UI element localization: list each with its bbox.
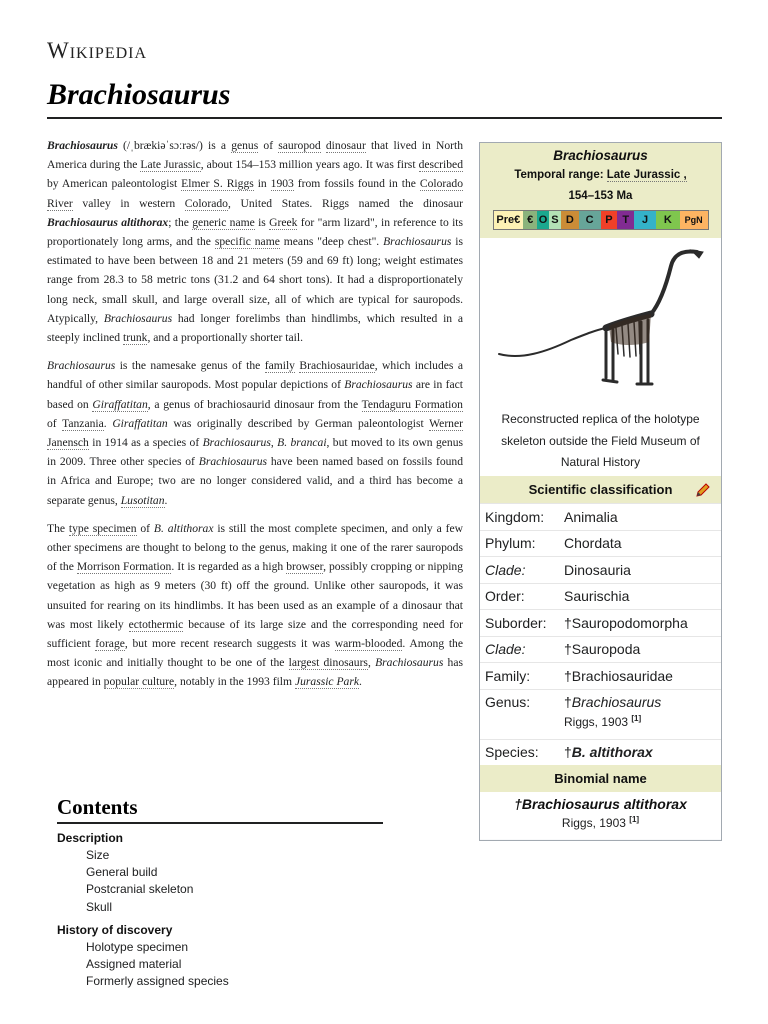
binomial-name-header: Binomial name bbox=[480, 765, 721, 792]
text-run: have been named based on fossils found in Africa and Europe; two are no longer considered valid, and a third has become a separate genus, bbox=[47, 455, 464, 507]
wiki-link[interactable]: Jurassic Park bbox=[294, 675, 360, 689]
italic-term: Giraffatitan bbox=[112, 416, 168, 430]
text-run: is still the most complete specimen, and only a few other specimens are thought to belong to the genus, making it one of the rarer sauropods of the bbox=[47, 521, 463, 574]
wiki-link[interactable]: dinosaur bbox=[325, 139, 366, 152]
taxonomy-rank: Genus: bbox=[485, 693, 531, 710]
scientific-classification-header bbox=[480, 476, 721, 503]
emphasis-term: Brachiosaurus altithorax bbox=[47, 215, 169, 229]
wiki-link[interactable]: ectothermic bbox=[128, 617, 184, 631]
text-run: (/ˌbrækiəˈsɔːrəs/) is a bbox=[117, 139, 232, 152]
toc-section-link[interactable]: Description bbox=[57, 831, 124, 845]
toc-subsection-link[interactable]: General build bbox=[86, 865, 158, 880]
taxonomy-row-species bbox=[480, 739, 721, 766]
wiki-link[interactable]: Late Jurassic bbox=[140, 158, 201, 172]
toc-subsection-link[interactable]: Formerly assigned species bbox=[86, 974, 229, 989]
table-of-contents bbox=[57, 830, 229, 990]
text-run: . bbox=[359, 675, 362, 689]
text-run: , but moved to its own genus in 2009. Three other species of bbox=[47, 436, 463, 469]
binomial-author-text: Riggs, 1903 bbox=[561, 816, 626, 830]
toc-subsection-link[interactable]: Holotype specimen bbox=[86, 939, 189, 954]
timeline-period[interactable]: € bbox=[523, 211, 537, 229]
taxonomy-value[interactable]: Dinosauria bbox=[564, 561, 631, 578]
italic-term: Brachiosaurus bbox=[103, 311, 173, 325]
text-run: by American paleontologist bbox=[47, 177, 182, 191]
wiki-link[interactable]: popular culture bbox=[103, 675, 175, 689]
temporal-range-link[interactable]: Late Jurassic , bbox=[606, 169, 687, 181]
text-run: means "deep chest". bbox=[279, 235, 384, 249]
text-run: , which includes a handful of other similar sauropods. Most popular depictions of bbox=[47, 359, 463, 392]
text-run: , about 154–153 million years ago. It was first bbox=[200, 158, 419, 172]
text-run: . Among the most iconic and initially thought to be one of the bbox=[47, 637, 463, 670]
contents-divider bbox=[57, 822, 383, 824]
binomial-name bbox=[480, 792, 721, 839]
text-run: was originally described by German paleontologist bbox=[167, 416, 430, 430]
wiki-link[interactable]: type specimen bbox=[68, 521, 137, 535]
wiki-link[interactable]: Brachiosauridae bbox=[299, 359, 375, 373]
taxonomy-rank: Order: bbox=[485, 588, 525, 605]
wiki-link[interactable]: Morrison Formation bbox=[76, 560, 172, 574]
italic-term: Brachiosaurus bbox=[202, 436, 271, 450]
taxonomy-row bbox=[480, 556, 721, 583]
taxonomy-rank: Species: bbox=[485, 744, 539, 761]
timeline-period[interactable]: T bbox=[617, 211, 634, 229]
timeline-period[interactable]: C bbox=[579, 211, 601, 229]
text-run: . bbox=[103, 416, 113, 430]
toc-subsection-link[interactable]: Postcranial skeleton bbox=[86, 882, 194, 897]
paragraph-1 bbox=[47, 136, 463, 347]
text-run: , bbox=[270, 436, 278, 450]
text-run: of bbox=[47, 416, 63, 430]
wiki-link[interactable]: sauropod bbox=[278, 139, 321, 152]
temporal-range bbox=[480, 165, 721, 207]
paragraph-2 bbox=[47, 356, 463, 510]
wiki-link[interactable]: Colorado bbox=[184, 196, 228, 210]
contents-title: Contents bbox=[57, 795, 138, 819]
wiki-link[interactable]: generic name bbox=[192, 215, 255, 229]
wiki-link[interactable]: Tanzania bbox=[62, 416, 104, 430]
text-run: , but more recent research suggests it was bbox=[124, 637, 335, 651]
taxonomy-value[interactable]: †Sauropoda bbox=[564, 641, 641, 658]
bold-term bbox=[47, 139, 118, 152]
text-run: is the namesake genus of the bbox=[115, 359, 265, 373]
binomial-author bbox=[480, 815, 721, 830]
italic-term: Brachiosaurus bbox=[344, 378, 413, 392]
text-run: , and a proportionally shorter tail. bbox=[147, 331, 303, 345]
timeline-period[interactable]: PgN bbox=[680, 211, 708, 229]
classification-title: Scientific classification bbox=[528, 482, 673, 497]
text-run: valley in western bbox=[72, 196, 185, 210]
wiki-link[interactable]: trunk bbox=[122, 331, 148, 345]
timeline-period[interactable]: K bbox=[656, 211, 680, 229]
text-run: has appeared in bbox=[47, 656, 463, 689]
page-title: Brachiosaurus bbox=[47, 78, 231, 111]
taxonomy-value[interactable]: †Brachiosauridae bbox=[564, 667, 673, 684]
text-run: in 1914 as a species of bbox=[88, 436, 203, 450]
text-run: , a genus of brachiosaurid dinosaur from the bbox=[147, 397, 362, 411]
genus-author bbox=[564, 714, 721, 729]
geologic-timeline[interactable] bbox=[493, 210, 709, 230]
taxonomy-value[interactable]: Saurischia bbox=[564, 588, 630, 605]
bold-term bbox=[47, 216, 168, 229]
wiki-link[interactable]: 1903 bbox=[270, 177, 294, 191]
toc-subsection-link[interactable]: Assigned material bbox=[86, 957, 182, 972]
infobox bbox=[479, 142, 722, 841]
taxonomy-rank: Clade: bbox=[485, 561, 526, 578]
italic-term: B. altithorax bbox=[153, 521, 214, 535]
image-caption: Reconstructed replica of the holotype skeleton outside the Field Museum of Natural History bbox=[480, 405, 721, 476]
taxonomy-value[interactable]: Animalia bbox=[564, 508, 618, 525]
taxonomy-rank: Clade: bbox=[485, 641, 526, 658]
text-run: had longer forelimbs than hindlimbs, which resulted in a steeply inclined bbox=[47, 311, 463, 345]
italic-term: B. brancai bbox=[277, 436, 327, 450]
genus-name: Brachiosaurus bbox=[571, 693, 662, 710]
taxonomy-row bbox=[480, 503, 721, 530]
wiki-link[interactable]: specific name bbox=[214, 235, 280, 249]
italic-term: Brachiosaurus bbox=[375, 656, 444, 670]
binomial-name-value bbox=[480, 796, 721, 812]
wiki-link[interactable]: genus bbox=[231, 139, 259, 152]
dagger-mark: † bbox=[514, 796, 522, 812]
italic-term: Brachiosaurus bbox=[47, 359, 116, 373]
toc-subsection-link[interactable]: Size bbox=[86, 848, 110, 862]
text-run: . It is regarded as a high bbox=[171, 560, 287, 574]
italic-term: Brachiosaurus bbox=[198, 455, 268, 469]
taxonomy-row-genus bbox=[480, 689, 721, 739]
taxonomy-table bbox=[480, 503, 721, 689]
timeline-period[interactable]: D bbox=[561, 211, 579, 229]
wiki-link[interactable]: Greek bbox=[269, 215, 298, 229]
wiki-link[interactable]: warm-blooded bbox=[334, 637, 403, 651]
text-run: of bbox=[258, 139, 279, 152]
edit-pencil-icon[interactable] bbox=[695, 482, 711, 498]
taxonomy-row bbox=[480, 609, 721, 636]
wiki-link[interactable]: largest dinosaurs bbox=[288, 656, 368, 670]
text-run: that lived in North America during the bbox=[47, 139, 464, 172]
timeline-period[interactable]: P bbox=[601, 211, 618, 229]
species-name: B. altithorax bbox=[571, 744, 653, 761]
text-run: because of its large size and the corresponding need for sufficient bbox=[47, 617, 463, 651]
reference-link[interactable]: [1] bbox=[629, 815, 640, 824]
italic-term: Brachiosaurus bbox=[383, 235, 452, 249]
text-run: are in fact based on bbox=[47, 378, 463, 411]
timeline-period[interactable]: Pre€ bbox=[494, 211, 524, 229]
dagger-mark: † bbox=[564, 744, 572, 761]
taxonomy-row bbox=[480, 636, 721, 663]
taxonomy-rank: Phylum: bbox=[485, 535, 536, 552]
text-run: , bbox=[367, 656, 376, 670]
brachiosaurus-skeleton-icon bbox=[491, 242, 711, 402]
taxonomy-row bbox=[480, 583, 721, 610]
temporal-range-label: Temporal range: bbox=[514, 169, 604, 181]
text-run: for "arm lizard", in reference to its proportionately long arms, and the bbox=[47, 215, 464, 249]
binomial-name-text: Brachiosaurus altithorax bbox=[521, 796, 687, 812]
wiki-link[interactable]: browser bbox=[286, 560, 324, 574]
reference-link[interactable]: [1] bbox=[631, 713, 642, 723]
dagger-mark: † bbox=[564, 693, 572, 710]
wiki-link[interactable]: Lusotitan bbox=[120, 493, 165, 507]
taxonomy-row bbox=[480, 662, 721, 689]
timeline-period[interactable]: S bbox=[549, 211, 561, 229]
wiki-link[interactable]: forage bbox=[95, 637, 125, 651]
taxonomy-rank: Family: bbox=[485, 667, 531, 684]
wiki-link[interactable]: family bbox=[264, 359, 295, 373]
wikipedia-wordmark[interactable]: Wikipedia bbox=[47, 38, 148, 63]
text-run: of bbox=[136, 521, 154, 535]
wiki-link[interactable]: Werner Janensch bbox=[47, 416, 463, 450]
article-body bbox=[47, 136, 463, 701]
taxonomy-value[interactable]: Chordata bbox=[564, 535, 622, 552]
emphasis-term: Brachiosaurus bbox=[47, 139, 118, 152]
timeline-period[interactable]: O bbox=[537, 211, 549, 229]
wiki-link[interactable]: Elmer S. Riggs bbox=[181, 177, 254, 191]
title-divider bbox=[47, 117, 722, 119]
toc-section-link[interactable]: History of discovery bbox=[57, 922, 173, 937]
wiki-link[interactable]: described bbox=[418, 158, 463, 172]
skeleton-image[interactable] bbox=[480, 238, 721, 405]
taxonomy-value[interactable]: †Sauropodomorpha bbox=[564, 614, 688, 631]
temporal-range-ma: 154–153 Ma bbox=[568, 190, 633, 202]
wiki-link[interactable]: Colorado River bbox=[47, 177, 464, 210]
timeline-period[interactable]: J bbox=[634, 211, 656, 229]
genus-author-text: Riggs, 1903 bbox=[564, 714, 629, 729]
text-run: is estimated to have been between 18 and 21 meters (59 and 69 ft) long; weight estimates range from 28.3 to 58 metric tons (31.2 and 64 short tons). It had a disproportionately long neck, small skull, and large overall size, all of which are typical for sauropods. Atypically, bbox=[47, 235, 463, 325]
wiki-link[interactable]: Tendaguru Formation bbox=[361, 397, 463, 411]
taxonomy-value bbox=[564, 744, 721, 760]
taxonomy-row bbox=[480, 530, 721, 557]
text-run: . bbox=[164, 493, 168, 507]
text-run: The bbox=[47, 521, 69, 535]
text-run: in bbox=[253, 177, 271, 191]
text-run: from fossils found in the bbox=[293, 177, 420, 191]
infobox-title: Brachiosaurus bbox=[553, 148, 648, 163]
taxonomy-value bbox=[564, 694, 721, 729]
text-run: , notably in the 1993 film bbox=[174, 675, 295, 689]
text-run: ; the bbox=[168, 215, 193, 229]
toc-subsection-link[interactable]: Skull bbox=[86, 899, 113, 914]
taxonomy-rank: Suborder: bbox=[485, 614, 547, 631]
paragraph-3 bbox=[47, 519, 463, 692]
text-run: , United States. Riggs named the dinosaur bbox=[227, 196, 463, 210]
taxonomy-rank: Kingdom: bbox=[485, 508, 545, 525]
wiki-link[interactable]: Giraffatitan bbox=[92, 397, 148, 411]
text-run: , possibly cropping or nipping vegetation as high as 9 meters (30 ft) off the ground. Unlike other sauropods, it was unsuited for rearing on its hindlimbs. It has been used as an example of a dinosaur that was most likely bbox=[47, 560, 464, 631]
text-run: is bbox=[254, 215, 270, 229]
infobox-header bbox=[480, 143, 721, 238]
